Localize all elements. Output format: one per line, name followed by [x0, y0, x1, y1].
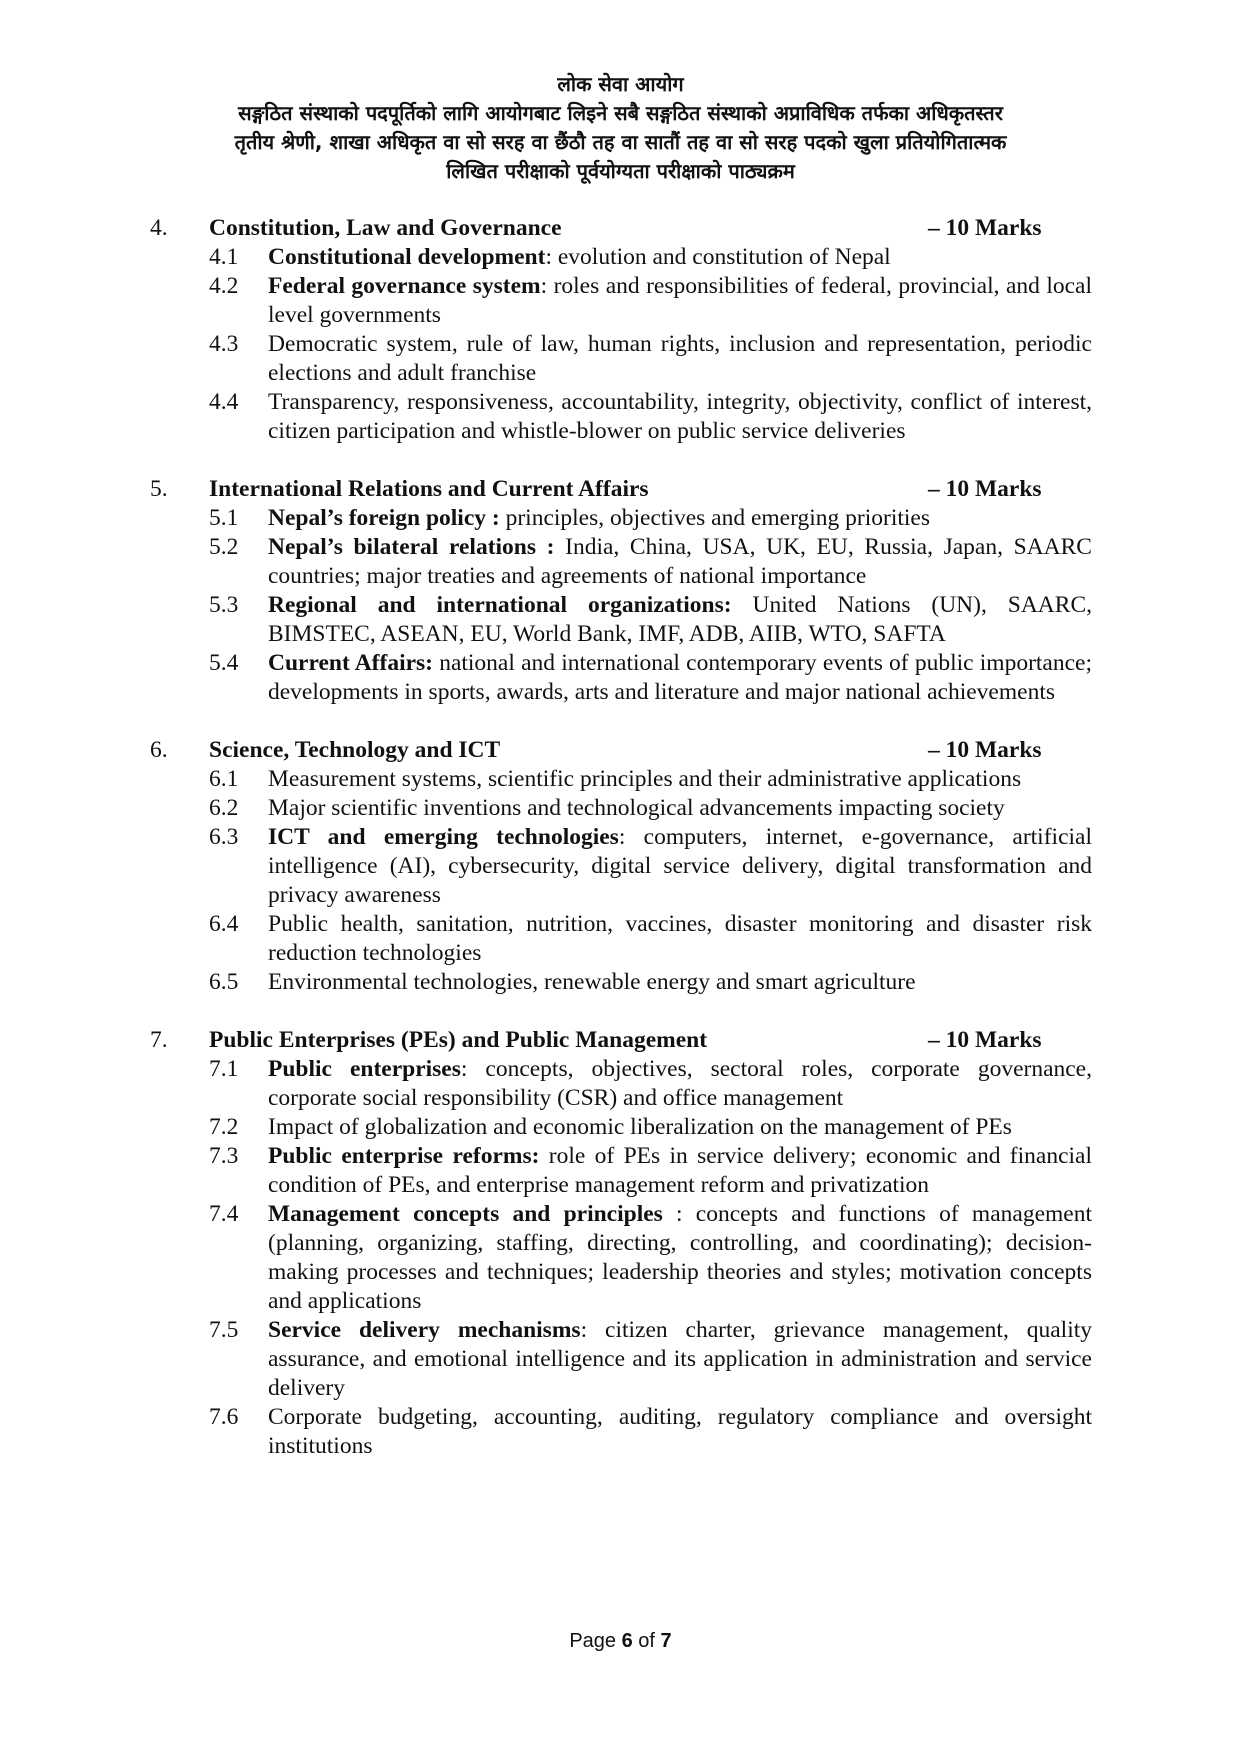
- syllabus-item: [150, 388, 1092, 446]
- item-description: Impact of globalization and economic liberalization on the management of PEs: [268, 1114, 1012, 1140]
- item-number: 7.1: [209, 1056, 239, 1082]
- item-description: Measurement systems, scientific principles and their administrative applications: [268, 766, 1022, 792]
- syllabus-item: [150, 1200, 1092, 1316]
- item-description: role of PEs in service delivery; economic and financial condition of PEs, and enterprise management reform and privatization: [268, 1143, 1093, 1198]
- syllabus-item: [150, 1316, 1092, 1403]
- item-number: 5.1: [209, 505, 239, 531]
- item-text: [268, 1142, 1092, 1200]
- item-number: 7.4: [209, 1201, 239, 1227]
- item-description: : citizen charter, grievance management, quality assurance, and emotional intelligence and its application in administration and service delivery: [268, 1317, 1093, 1401]
- syllabus-item: [150, 765, 1092, 794]
- item-text: [268, 533, 1092, 591]
- syllabus-item: [150, 243, 1092, 272]
- section-number: 4.: [150, 215, 168, 241]
- section-number: 6.: [150, 737, 168, 763]
- item-number: 5.3: [209, 592, 239, 618]
- item-description: Major scientific inventions and technological advancements impacting society: [268, 795, 1005, 821]
- item-number: 7.3: [209, 1143, 239, 1169]
- item-bold-term: Current Affairs:: [268, 650, 433, 676]
- syllabus-item: [150, 794, 1092, 823]
- item-bold-term: ICT and emerging technologies: [268, 824, 619, 850]
- item-number: 7.2: [209, 1114, 239, 1140]
- item-bold-term: Management concepts and principles: [268, 1201, 663, 1227]
- item-bold-term: Nepal’s bilateral relations :: [268, 534, 555, 560]
- of-label: of: [638, 1630, 655, 1652]
- page-total: 7: [660, 1630, 672, 1652]
- item-number: 4.1: [209, 244, 239, 270]
- item-description: United Nations (UN), SAARC, BIMSTEC, ASEAN, EU, World Bank, IMF, ADB, AIIB, WTO, SAFTA: [268, 592, 1092, 647]
- item-description: principles, objectives and emerging priorities: [499, 505, 931, 531]
- section-title: Public Enterprises (PEs) and Public Management: [209, 1027, 708, 1053]
- header-line-4: लिखित परीक्षाको पूर्वयोग्यता परीक्षाको पाठ्यक्रम: [446, 159, 795, 183]
- item-number: 6.3: [209, 824, 239, 850]
- syllabus-section: [150, 214, 1092, 446]
- item-number: 6.4: [209, 911, 239, 937]
- syllabus-item: [150, 1055, 1092, 1113]
- item-text: [268, 1316, 1092, 1403]
- syllabus-section: [150, 1026, 1092, 1461]
- syllabus-item: [150, 649, 1092, 707]
- item-number: 6.1: [209, 766, 239, 792]
- item-number: 4.3: [209, 331, 239, 357]
- item-number: 6.2: [209, 795, 239, 821]
- section-title: Constitution, Law and Governance: [209, 215, 562, 241]
- page-header: [0, 70, 1241, 186]
- section-title: International Relations and Current Affairs: [209, 476, 649, 502]
- item-number: 7.5: [209, 1317, 239, 1343]
- syllabus-content: [150, 214, 1092, 1490]
- item-bold-term: Public enterprises: [268, 1056, 461, 1082]
- page-label: Page: [569, 1630, 617, 1652]
- item-description: : computers, internet, e-governance, artificial intelligence (AI), cybersecurity, digital service delivery, digital transformation and privacy awareness: [268, 824, 1092, 908]
- syllabus-item: [150, 1113, 1092, 1142]
- item-text: [268, 794, 1092, 823]
- item-description: Democratic system, rule of law, human rights, inclusion and representation, periodic elections and adult franchise: [268, 331, 1092, 386]
- syllabus-item: [150, 968, 1092, 997]
- section-marks: – 10 Marks: [928, 1027, 1042, 1053]
- header-line-1: लोक सेवा आयोग: [557, 72, 684, 96]
- item-text: [268, 243, 1092, 272]
- item-text: [268, 1200, 1092, 1316]
- section-marks: – 10 Marks: [928, 737, 1042, 763]
- item-bold-term: Public enterprise reforms:: [268, 1143, 540, 1169]
- item-text: [268, 504, 1092, 533]
- item-description: Transparency, responsiveness, accountability, integrity, objectivity, conflict of interest, citizen participation and whistle-blower on public service deliveries: [268, 389, 1092, 444]
- syllabus-section: [150, 475, 1092, 707]
- item-description: : roles and responsibilities of federal, provincial, and local level governments: [268, 273, 1092, 328]
- syllabus-item: [150, 910, 1092, 968]
- page-number: 6: [621, 1630, 633, 1652]
- item-description: national and international contemporary events of public importance; developments in sports, awards, arts and literature and major national achievements: [268, 650, 1092, 705]
- section-title: Science, Technology and ICT: [209, 737, 501, 763]
- section-marks: – 10 Marks: [928, 215, 1042, 241]
- item-number: 5.2: [209, 534, 239, 560]
- syllabus-item: [150, 591, 1092, 649]
- item-text: [268, 1403, 1092, 1461]
- section-marks: – 10 Marks: [928, 476, 1042, 502]
- item-description: Environmental technologies, renewable energy and smart agriculture: [268, 969, 916, 995]
- item-bold-term: Nepal’s foreign policy :: [268, 505, 500, 531]
- item-bold-term: Constitutional development: [268, 244, 546, 270]
- item-number: 4.4: [209, 389, 239, 415]
- section-number: 5.: [150, 476, 168, 502]
- syllabus-item: [150, 533, 1092, 591]
- syllabus-item: [150, 823, 1092, 910]
- item-description: : concepts, objectives, sectoral roles, corporate governance, corporate social responsibility (CSR) and office management: [268, 1056, 1092, 1111]
- item-bold-term: Federal governance system: [268, 273, 541, 299]
- page-footer: [0, 1630, 1241, 1653]
- syllabus-item: [150, 272, 1092, 330]
- item-number: 6.5: [209, 969, 239, 995]
- item-text: [268, 649, 1092, 707]
- section-heading: [150, 736, 1092, 765]
- item-number: 4.2: [209, 273, 239, 299]
- section-heading: [150, 214, 1092, 243]
- item-description: India, China, USA, UK, EU, Russia, Japan, SAARC countries; major treaties and agreements of national importance: [268, 534, 1092, 589]
- item-text: [268, 823, 1092, 910]
- item-text: [268, 968, 1092, 997]
- item-description: Public health, sanitation, nutrition, vaccines, disaster monitoring and disaster risk reduction technologies: [268, 911, 1092, 966]
- item-text: [268, 272, 1092, 330]
- item-description: : concepts and functions of management (planning, organizing, staffing, directing, controlling, and coordinating); decision-making processes and techniques; leadership theories and styles; motivation concepts and applications: [268, 1201, 1092, 1314]
- item-text: [268, 388, 1092, 446]
- header-line-2: सङ्गठित संस्थाको पदपूर्तिको लागि आयोगबाट लिइने सबै सङ्गठित संस्थाको अप्राविधिक तर्फका अधिकृतस्तर: [238, 101, 1003, 125]
- item-text: [268, 591, 1092, 649]
- syllabus-item: [150, 330, 1092, 388]
- item-number: 5.4: [209, 650, 239, 676]
- item-text: [268, 765, 1092, 794]
- item-number: 7.6: [209, 1404, 239, 1430]
- section-number: 7.: [150, 1027, 168, 1053]
- header-line-3: तृतीय श्रेणी, शाखा अधिकृत वा सो सरह वा छैंठौ तह वा सातौं तह वा सो सरह पदको खुला प्रतियोगितात्मक: [234, 130, 1007, 154]
- syllabus-item: [150, 1403, 1092, 1461]
- item-description: : evolution and constitution of Nepal: [545, 244, 891, 270]
- item-bold-term: Service delivery mechanisms: [268, 1317, 581, 1343]
- item-text: [268, 910, 1092, 968]
- item-text: [268, 1113, 1092, 1142]
- item-text: [268, 330, 1092, 388]
- item-description: Corporate budgeting, accounting, auditing, regulatory compliance and oversight institutions: [268, 1404, 1092, 1459]
- syllabus-item: [150, 504, 1092, 533]
- section-heading: [150, 1026, 1092, 1055]
- syllabus-item: [150, 1142, 1092, 1200]
- syllabus-section: [150, 736, 1092, 997]
- item-bold-term: Regional and international organizations:: [268, 592, 732, 618]
- section-heading: [150, 475, 1092, 504]
- item-text: [268, 1055, 1092, 1113]
